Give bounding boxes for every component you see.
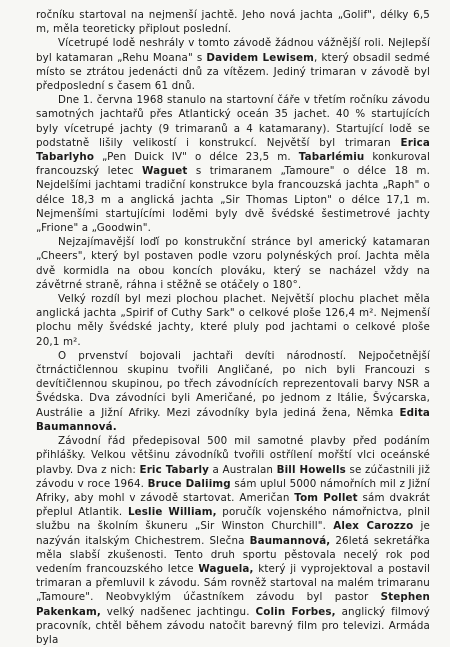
paragraph: Dne 1. června 1968 stanulo na startovní čáře v třetím ročníku závodu samotných jachtařů přes Atlantický oceán 35 jachet. 40 % startujících byly vícetrupé jachty (9 trimaranů a 4 katamarany). Startující lodě se podstatně lišily velikostí i konstrukcí. Největší byl trimaran Erica Tabarlyho „Pen Duick IV" o délce 23,5 m. Tabarlémiu konkuroval francouzský letec Waguet s trimaranem „Tamoure" o délce 18 m. Nejdelšími jachtami tradiční konstrukce byla francouzská jachta „Raph" o délce 18,3 m a anglická jachta „Sir Thomas Lipton" o délce 17,1 m. Nejmenšími startujícími loděmi byly dvě švédské šestimetrové jachty „Frione" a „Goodwin". (36, 94, 430, 235)
paragraph: Závodní řád předepisoval 500 mil samotné plavby před podáním přihlášky. Velkou většinu závodníků tvořili ostřílení mořští vlci oceánské plavby. Dva z nich: Eric Tabarly a Australan Bill Howells se zúčastnili již závodu v roce 1964. Bruce Daliimg sám uplul 5000 námořních mil z Jižní Afriky, aby mohl v závodě startovat. Američan Tom Pollet sám dvakrát přeplul Atlantik. Leslie William, poručík vojenského námořnictva, plnil službu na školním škuneru „Sir Winston Churchill". Alex Carozzo je nazýván italským Chichestrem. Slečna Baumannová, 26letá sekretářka měla slabší zkušenosti. Tento druh sportu pěstovala necelý rok pod vedením francouzského letce Waguela, který ji vyprojektoval a postavil trimaran a přemluvil k závodu. Sám rovněž startoval na malém trimaranu „Tamoure". Neobvyklým účastníkem závodu byl pastor Stephen Pakenkam, velký nadšenec jachtingu. Colin Forbes, anglický filmový pracovník, chtěl během závodu natočit barevný film pro televizi. Armáda byla (36, 435, 431, 646)
bold-name: Baumannová, (249, 534, 331, 547)
paragraph: Nejzajímavější loďí po konstrukční stránce byl americký katamaran „Cheers", který byl postaven podle vzoru polynéských proí. Jachta měla dvě kormidla na obou koncích plováku, který se nacházel vždy na závětrné straně, ráhna i stěžně se otáčely o 180°. (36, 236, 430, 291)
bold-name: Bill Howells (276, 463, 346, 476)
paragraph: O prvenství bojovali jachtaři devíti národností. Nejpočetnější čtrnáctičlennou skupinu tvořili Angličané, po nich byli Francouzi s devítičlennou skupinou, po třech závodnících reprezentovali barvy NSR a Švédska. Dva závodníci byli Američané, po jednom z Itálie, Švýcarska, Austrálie a Jižní Afriky. Mezi závodníky byla jediná žena, Němka Edita Baumannová. (36, 349, 430, 433)
bold-name: Alex Carozzo (333, 520, 414, 533)
bold-name: Colin Forbes, (255, 605, 336, 618)
bold-name: Tom Pollet (294, 491, 358, 504)
paragraph: Velký rozdíl byl mezi plochou plachet. Největší plochu plachet měla anglická jachta „Spirif of Cuthy Sark" o celkové ploše 126,4 m². Nejmenší plochu měly švédské jachty, které pluly pod jachtami o celkové ploše 20,1 m². (36, 293, 430, 348)
bold-name: Waguet (142, 165, 188, 178)
bold-name: Erica Tabarlyho (36, 136, 430, 164)
bold-name: Eric Tabarly (139, 463, 210, 476)
bold-name: Stephen Pakenkam, (36, 591, 430, 618)
paragraph: Vícetrupé lodě neshrály v tomto závodě žádnou vážnější roli. Nejlepší byl katamaran „Rehu Moana" s Davidem Lewisem, který obsadil sedmé místo se ztrátou jedenácti dnů za vítězem. Jediný trimaran v závodě byl předposlední s časem 61 dnů. (36, 37, 431, 93)
body-text (36, 8, 430, 647)
bold-name: Leslie William, (127, 506, 217, 519)
bold-name: Davidem Lewisem (206, 51, 315, 64)
bold-name: Bruce Daliimg (147, 477, 231, 490)
bold-name: Tabarlémiu (298, 151, 365, 164)
paragraph: ročníku startoval na nejmenší jachtě. Jeho nová jachta „Golif", délky 6,5 m, měla teoreticky připlout poslední. (36, 9, 430, 36)
bold-name: Edita Baumannová. (36, 406, 430, 433)
bold-name: Waguela, (198, 562, 254, 575)
